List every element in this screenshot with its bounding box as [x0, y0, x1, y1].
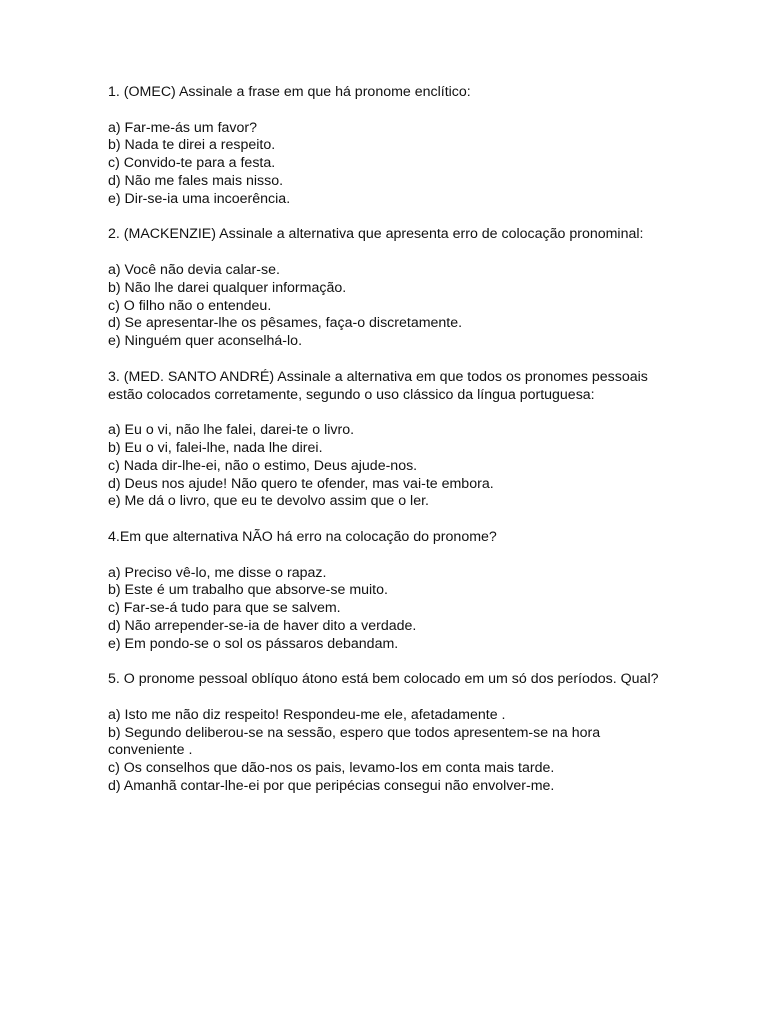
option-c: c) O filho não o entendeu.	[108, 297, 272, 314]
option-a: a) Você não devia calar-se.	[108, 261, 280, 278]
option-b: b) Segundo deliberou-se na sessão, espero que todos apresentem-se na hora conveniente .	[108, 724, 601, 759]
question-5	[108, 671, 668, 796]
option-c: c) Convido-te para a festa.	[108, 155, 276, 172]
question-text: 2. (MACKENZIE) Assinale a alternativa que apresenta erro de colocação pronominal:	[108, 226, 644, 243]
option-d: d) Não me fales mais nisso.	[108, 172, 284, 189]
option-d: d) Se apresentar-lhe os pêsames, faça-o discretamente.	[108, 315, 463, 332]
option-e: e) Ninguém quer aconselhá-lo.	[108, 333, 303, 350]
question-2	[108, 226, 668, 351]
option-b: b) Eu o vi, falei-lhe, nada lhe direi.	[108, 439, 323, 456]
option-d: d) Amanhã contar-lhe-ei por que peripécias consegui não envolver-me.	[108, 778, 555, 795]
question-4	[108, 529, 668, 654]
option-d: d) Deus nos ajude! Não quero te ofender, mas vai-te embora.	[108, 475, 494, 492]
question-1	[108, 84, 668, 209]
question-text: 3. (MED. SANTO ANDRÉ) Assinale a alternativa em que todos os pronomes pessoais estão colocados corretamente, segundo o uso clássico da língua portuguesa:	[108, 368, 648, 403]
question-text: 5. O pronome pessoal oblíquo átono está bem colocado em um só dos períodos. Qual?	[108, 671, 659, 688]
option-b: b) Este é um trabalho que absorve-se muito.	[108, 582, 388, 599]
question-text: 4.Em que alternativa NÃO há erro na colocação do pronome?	[108, 528, 497, 545]
question-text: 1. (OMEC) Assinale a frase em que há pronome enclítico:	[108, 84, 471, 100]
option-a: a) Preciso vê-lo, me disse o rapaz.	[108, 564, 327, 581]
option-b: b) Nada te direi a respeito.	[108, 137, 276, 154]
option-e: e) Em pondo-se o sol os pássaros debandam.	[108, 635, 399, 652]
option-c: c) Os conselhos que dão-nos os pais, levamo-los em conta mais tarde.	[108, 760, 555, 777]
option-b: b) Não lhe darei qualquer informação.	[108, 279, 347, 296]
option-e: e) Dir-se-ia uma incoerência.	[108, 190, 291, 207]
option-d: d) Não arrepender-se-ia de haver dito a verdade.	[108, 617, 417, 634]
option-e: e) Me dá o livro, que eu te devolvo assim que o ler.	[108, 493, 429, 510]
exercise-list	[108, 84, 668, 814]
option-a: a) Far-me-ás um favor?	[108, 119, 258, 136]
option-c: c) Far-se-á tudo para que se salvem.	[108, 600, 341, 617]
option-a: a) Eu o vi, não lhe falei, darei-te o livro.	[108, 422, 355, 439]
option-a: a) Isto me não diz respeito! Respondeu-me ele, afetadamente .	[108, 706, 506, 723]
option-c: c) Nada dir-lhe-ei, não o estimo, Deus ajude-nos.	[108, 457, 418, 474]
question-3	[108, 369, 668, 511]
